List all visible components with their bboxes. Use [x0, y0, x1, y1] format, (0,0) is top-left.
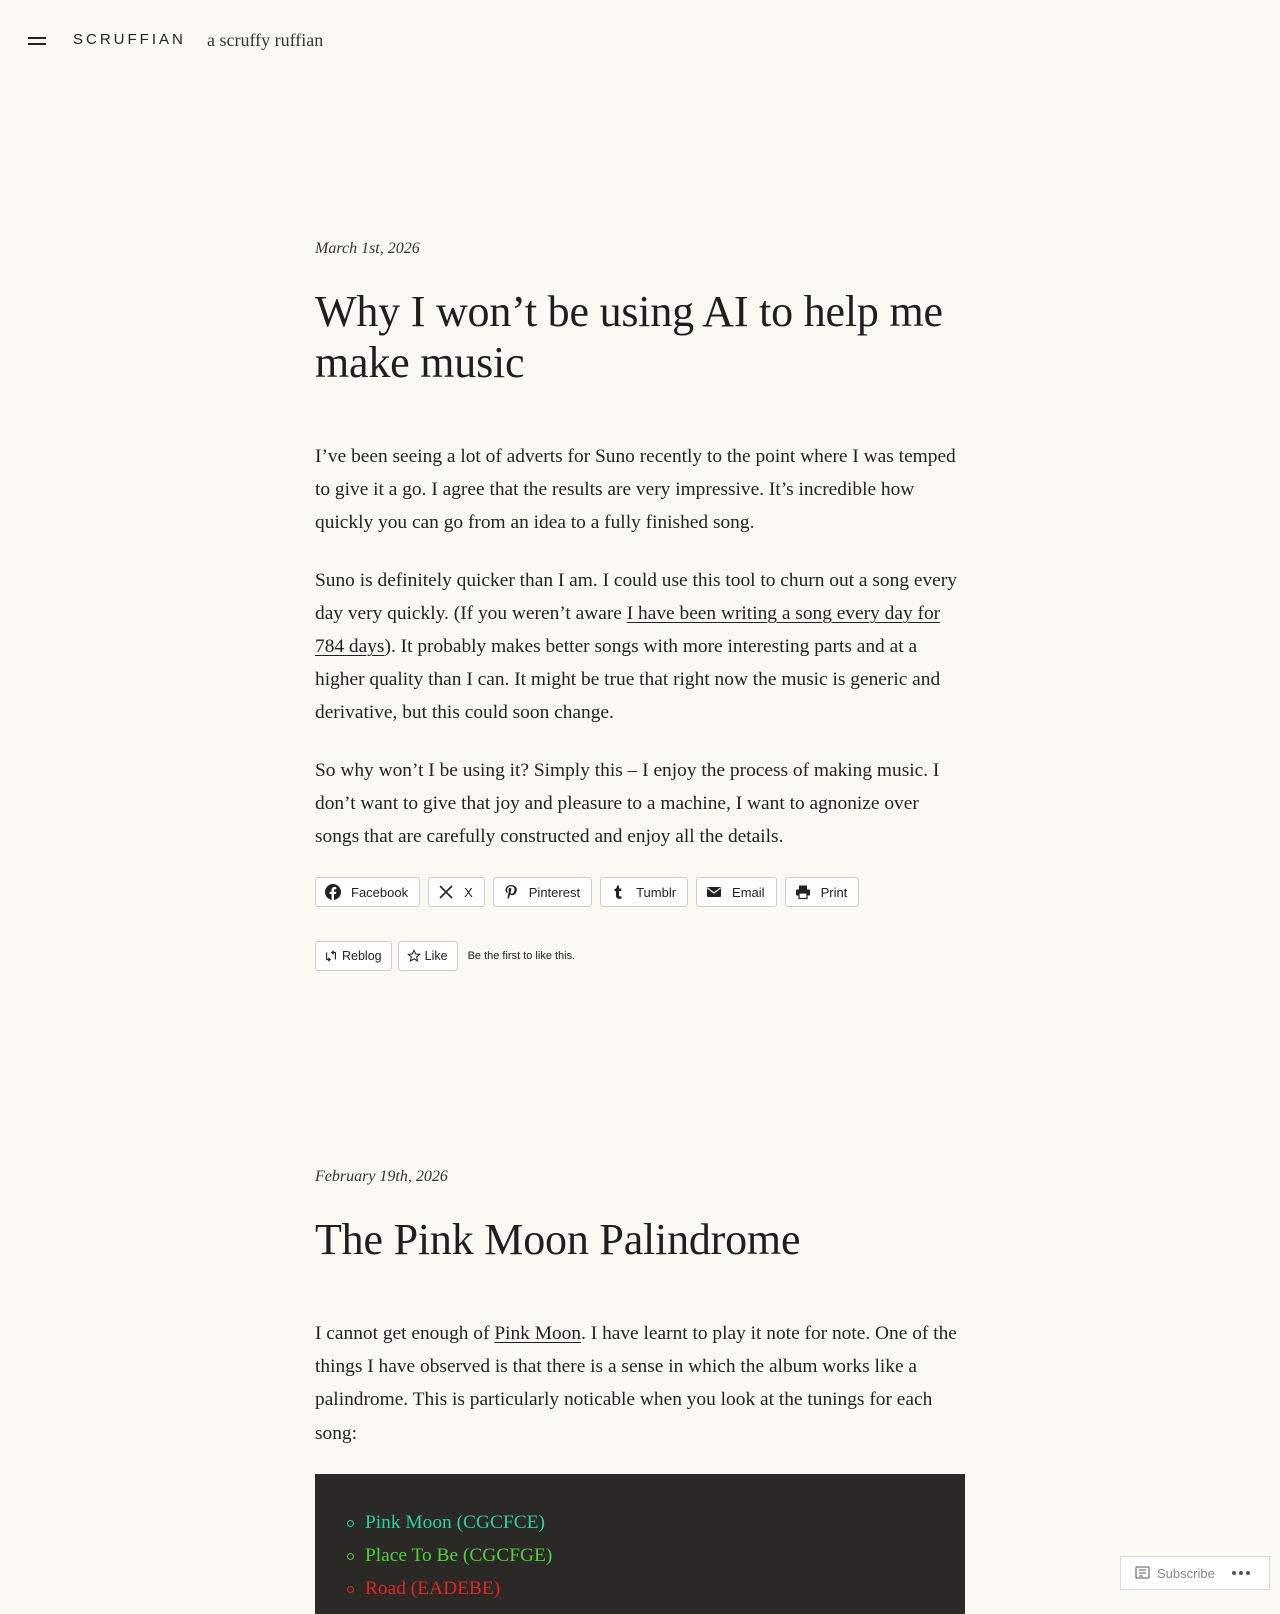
tunings-list: [365, 1506, 965, 1605]
paragraph-text: ). It probably makes better songs with more interesting parts and at a higher quality than I can. It might be true that right now the music is generic and derivative, but this could soon change.: [315, 636, 941, 724]
song-every-day-link[interactable]: I have been writing a song every day for 784 days: [315, 602, 941, 658]
share-pinterest-button[interactable]: [493, 877, 592, 907]
email-icon: [706, 884, 722, 900]
subscribe-label: Subscribe: [1157, 1565, 1215, 1581]
post-article: [315, 240, 965, 971]
paragraph-text: I cannot get enough of: [315, 1323, 495, 1344]
more-options-icon[interactable]: [1223, 1557, 1260, 1589]
facebook-icon: [325, 884, 341, 900]
paragraph-text: Suno is definitely quicker than I am. I could use this tool to churn out a song every day very quickly. (If you weren’t aware: [315, 569, 957, 624]
reblog-label: Reblog: [342, 949, 382, 964]
share-tumblr-button[interactable]: [600, 877, 688, 907]
tuning-item: Road (EADEBE): [365, 1572, 965, 1605]
share-label: Pinterest: [528, 884, 581, 900]
share-email-button[interactable]: [696, 877, 777, 907]
tumblr-icon: [610, 884, 626, 900]
like-status-text: Be the first to like this.: [467, 950, 576, 963]
post-paragraph: [315, 1317, 965, 1450]
pinterest-icon: [503, 884, 519, 900]
post-content: [315, 1317, 965, 1450]
tuning-item: Place To Be (CGCFGE): [365, 1539, 965, 1572]
post-paragraph: I’ve been seeing a lot of adverts for Suno recently to the point where I was temped to give it a go. I agree that the results are very impressive. It’s incredible how quickly you can go from an idea to a fully finished song.: [315, 446, 956, 534]
post-article: [315, 1168, 965, 1614]
pink-moon-link[interactable]: Pink Moon: [494, 1323, 582, 1344]
site-tagline: a scruffy ruffian: [207, 30, 324, 50]
print-icon: [795, 884, 811, 900]
site-title[interactable]: SCRUFFIAN: [73, 31, 186, 48]
site-header: [0, 0, 1280, 84]
menu-icon[interactable]: [28, 34, 48, 48]
star-icon: [407, 949, 421, 963]
subscribe-button[interactable]: [1121, 1557, 1223, 1589]
post-title[interactable]: The Pink Moon Palindrome: [315, 1215, 801, 1264]
like-widget: [315, 941, 965, 971]
post-date: March 1st, 2026: [315, 240, 420, 257]
share-buttons: [315, 877, 965, 907]
share-label: Facebook: [351, 884, 409, 900]
post-content: [315, 440, 965, 853]
share-label: Email: [732, 884, 765, 900]
reblog-button[interactable]: [315, 941, 392, 971]
reader-icon: [1135, 1565, 1151, 1581]
post-paragraph: [315, 564, 965, 730]
like-label: Like: [424, 949, 448, 964]
tunings-code-block: [315, 1474, 965, 1614]
share-label: X: [464, 884, 473, 900]
like-button[interactable]: [398, 941, 458, 971]
post-title[interactable]: Why I won’t be using AI to help me make music: [315, 287, 943, 387]
tuning-item: Pink Moon (CGCFCE): [365, 1506, 965, 1539]
share-print-button[interactable]: [785, 877, 860, 907]
reblog-icon: [324, 949, 338, 963]
share-facebook-button[interactable]: [315, 877, 420, 907]
post-date: February 19th, 2026: [315, 1168, 448, 1185]
share-label: Print: [820, 884, 848, 900]
post-paragraph: So why won’t I be using it? Simply this – I enjoy the process of making music. I don’t want to give that joy and pleasure to a machine, I want to agnonize over songs that are carefully constructed and enjoy all the details.: [315, 759, 940, 848]
paragraph-text: . I have learnt to play it note for note. One of the things I have observed is that there is a sense in which the album works like a palindrome. This is particularly noticable when you look at the tunings for each song:: [315, 1323, 957, 1444]
x-icon: [438, 884, 454, 900]
share-label: Tumblr: [636, 884, 677, 900]
share-x-button[interactable]: [428, 877, 485, 907]
subscribe-bar: [1120, 1556, 1270, 1590]
